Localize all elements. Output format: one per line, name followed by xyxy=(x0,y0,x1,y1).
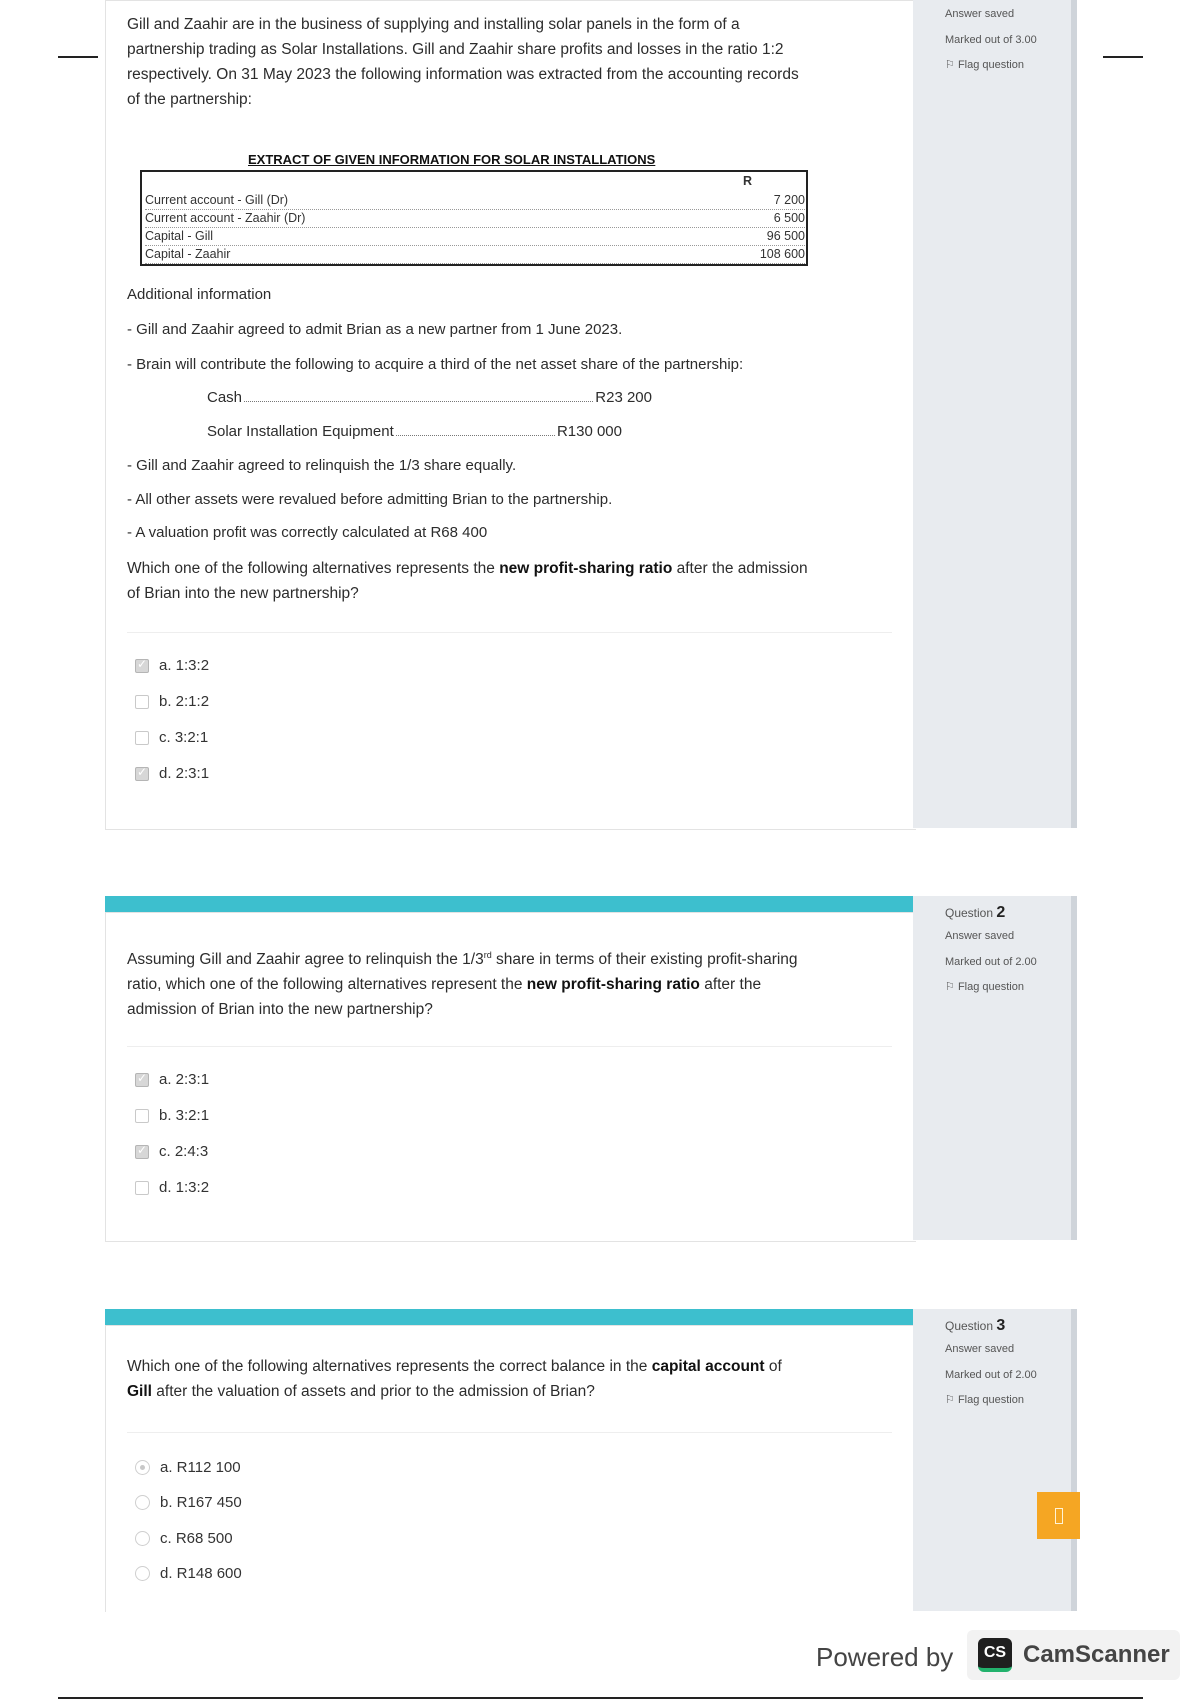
radio-button[interactable] xyxy=(135,1566,150,1581)
flag-question-link[interactable]: ⚐ Flag question xyxy=(945,1394,1024,1406)
flag-icon: ⚐ xyxy=(945,981,955,993)
marks-label: Marked out of 3.00 xyxy=(945,34,1037,46)
answer-status: Answer saved xyxy=(945,8,1015,20)
extract-table xyxy=(140,170,808,266)
info-bullet: - All other assets were revalued before admitting Brian to the partnership. xyxy=(127,491,613,508)
question-1-info-panel xyxy=(913,0,1077,828)
camscanner-brand-name: CamScanner xyxy=(1023,1641,1170,1668)
answer-option-a[interactable]: a. R112 100 xyxy=(135,1459,241,1476)
divider xyxy=(127,1432,892,1433)
divider xyxy=(127,632,892,633)
marks-label: Marked out of 2.00 xyxy=(945,1369,1037,1381)
flag-question-link[interactable]: ⚐ Flag question xyxy=(945,59,1024,71)
answer-option-b[interactable]: b. 2:1:2 xyxy=(135,693,209,710)
question-3-prompt: Which one of the following alternatives represents the correct balance in the capital account of Gill after the valuation of assets and prior to the admission of Brian? xyxy=(127,1358,782,1400)
checkbox[interactable] xyxy=(135,1109,149,1123)
question-number: Question 3 xyxy=(945,1317,1006,1334)
checkbox[interactable] xyxy=(135,695,149,709)
powered-by-text: Powered by xyxy=(816,1642,954,1672)
info-bullet: - Brain will contribute the following to acquire a third of the net asset share of the partnership: xyxy=(127,356,744,373)
currency-header: R xyxy=(742,174,752,188)
quiz-navigation-button[interactable] xyxy=(1037,1492,1080,1539)
table-row: Current account - Zaahir (Dr) 6 500 xyxy=(145,210,805,228)
info-bullet: - Gill and Zaahir agreed to admit Brian as a new partner from 1 June 2023. xyxy=(127,321,623,338)
checkbox[interactable] xyxy=(135,1181,149,1195)
scan-bottom-edge xyxy=(58,1697,1143,1699)
question-number: Question 2 xyxy=(945,904,1006,921)
info-bullet: - Gill and Zaahir agreed to relinquish the 1/3 share equally. xyxy=(127,457,517,474)
question-3-header-bar xyxy=(105,1309,915,1325)
question-1-card xyxy=(105,0,916,830)
flag-question-link[interactable]: ⚐ Flag question xyxy=(945,981,1024,993)
question-2-info-panel xyxy=(913,896,1077,1240)
answer-option-a[interactable]: ✓ a. 1:3:2 xyxy=(135,657,209,674)
menu-icon xyxy=(1055,1508,1063,1524)
cs-badge-icon: CS xyxy=(978,1638,1012,1672)
answer-option-b[interactable]: b. 3:2:1 xyxy=(135,1107,209,1124)
radio-button[interactable] xyxy=(135,1460,150,1475)
scan-edge-left xyxy=(58,56,98,58)
checkbox[interactable] xyxy=(135,767,149,781)
camscanner-logo xyxy=(967,1630,1180,1680)
checkbox[interactable] xyxy=(135,659,149,673)
table-row: Current account - Gill (Dr) 7 200 xyxy=(145,192,805,210)
table-row: Capital - Zaahir 108 600 xyxy=(145,246,805,264)
answer-option-c[interactable]: ✓ c. 2:4:3 xyxy=(135,1143,208,1160)
checkbox[interactable] xyxy=(135,731,149,745)
answer-option-c[interactable]: c. 3:2:1 xyxy=(135,729,208,746)
answer-status: Answer saved xyxy=(945,1343,1015,1355)
question-3-info-panel xyxy=(913,1309,1077,1611)
answer-option-a[interactable]: ✓ a. 2:3:1 xyxy=(135,1071,209,1088)
answer-option-c[interactable]: c. R68 500 xyxy=(135,1530,233,1547)
answer-status: Answer saved xyxy=(945,930,1015,942)
answer-option-d[interactable]: ✓ d. 2:3:1 xyxy=(135,765,209,782)
answer-option-d[interactable]: d. 1:3:2 xyxy=(135,1179,209,1196)
extract-table-title: EXTRACT OF GIVEN INFORMATION FOR SOLAR INSTALLATIONS xyxy=(248,152,656,167)
scan-edge-right xyxy=(1103,56,1143,58)
question-2-prompt: Assuming Gill and Zaahir agree to relinquish the 1/3rd share in terms of their existing profit-sharing ratio, which one of the following alternatives represent the new profit-sharing ratio after the admission of Brian into the new partnership? xyxy=(127,950,798,1019)
answer-option-d[interactable]: d. R148 600 xyxy=(135,1565,242,1582)
marks-label: Marked out of 2.00 xyxy=(945,956,1037,968)
additional-info-heading: Additional information xyxy=(127,286,272,303)
flag-icon: ⚐ xyxy=(945,1394,955,1406)
divider xyxy=(127,1046,892,1047)
question-2-header-bar xyxy=(105,896,915,912)
answer-option-b[interactable]: b. R167 450 xyxy=(135,1494,242,1511)
radio-button[interactable] xyxy=(135,1531,150,1546)
question-1-intro: Gill and Zaahir are in the business of supplying and installing solar panels in the form of a partnership trading as Solar Installations. Gill and Zaahir share profits and losses in the ratio 1:2 respectively. On 31 May 2023 the following information was extracted from the accounting records of the partnership: xyxy=(127,16,799,108)
checkbox[interactable] xyxy=(135,1073,149,1087)
table-row: Capital - Gill 96 500 xyxy=(145,228,805,246)
checkbox[interactable] xyxy=(135,1145,149,1159)
question-1-prompt: Which one of the following alternatives represents the new profit-sharing ratio after the admission of Brian into the new partnership? xyxy=(127,560,808,602)
info-bullet: - A valuation profit was correctly calculated at R68 400 xyxy=(127,524,488,541)
radio-button[interactable] xyxy=(135,1495,150,1510)
contribution-equipment: Solar Installation Equipment R130 000 xyxy=(207,423,622,440)
contribution-cash: Cash R23 200 xyxy=(207,389,652,406)
flag-icon: ⚐ xyxy=(945,59,955,71)
